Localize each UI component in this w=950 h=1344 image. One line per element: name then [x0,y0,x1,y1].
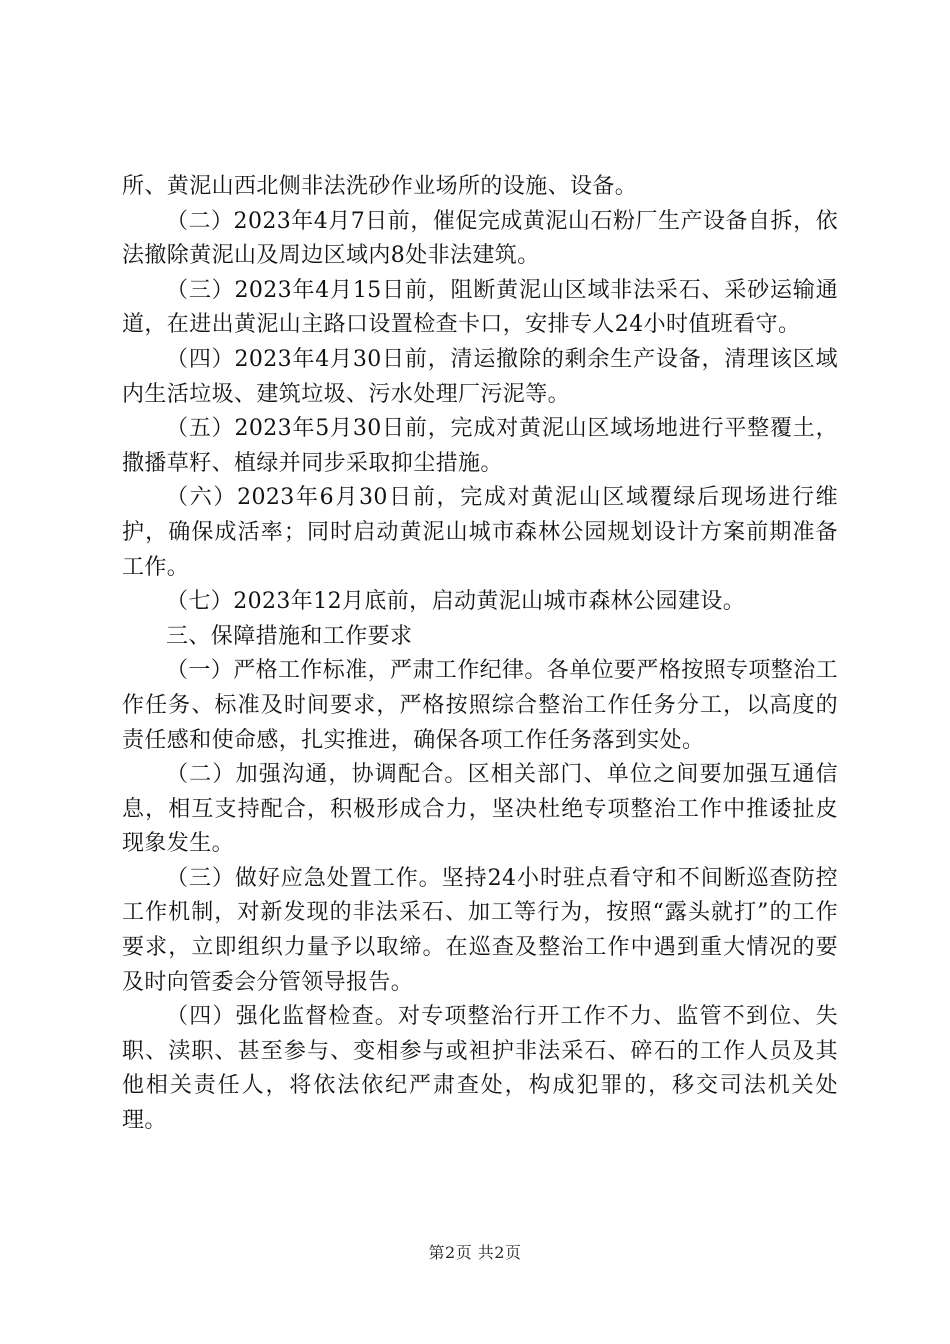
paragraph-measure-1: （一）严格工作标准，严肃工作纪律。各单位要严格按照专项整治工作任务、标准及时间要求，严格按照综合整治工作任务分工，以高度的责任感和使命感，扎实推进，确保各项工作任务落到实处。 [122,658,839,753]
paragraph-task-5: （五）2023年5月30日前，完成对黄泥山区域场地进行平整覆土，撒播草籽、植绿并同步采取抑尘措施。 [122,416,838,476]
paragraph-task-2: （二）2023年4月7日前，催促完成黄泥山石粉厂生产设备自拆，依法撤除黄泥山及周边区域内8处非法建筑。 [122,208,838,269]
paragraph-measure-3: （三）做好应急处置工作。坚持24小时驻点看守和不间断巡查防控工作机制，对新发现的非法采石、加工等行为，按照“露头就打”的工作要求，立即组织力量予以取缔。在巡查及整治工作中遇到重大情况的要及时向管委会分管领导报告。 [122,865,838,995]
paragraph-task-6: （六）2023年6月30日前，完成对黄泥山区域覆绿后现场进行维护，确保成活率；同时启动黄泥山城市森林公园规划设计方案前期准备工作。 [122,485,838,580]
paragraph-task-4: （四）2023年4月30日前，清运撤除的剩余生产设备，清理该区域内生活垃圾、建筑垃圾、污水处理厂污泥等。 [122,346,838,407]
document-body [122,170,838,1139]
paragraph-measure-4: （四）强化监督检查。对专项整治行开工作不力、监管不到位、失职、渎职、甚至参与、变相参与或袒护非法采石、碎石的工作人员及其他相关责任人，将依法依纪严肃查处，构成犯罪的，移交司法机关处理。 [122,1004,838,1134]
paragraph-continuation: 所、黄泥山西北侧非法洗砂作业场所的设施、设备。 [122,174,638,199]
paragraph-task-3: （三）2023年4月15日前，阻断黄泥山区域非法采石、采砂运输通道，在进出黄泥山主路口设置检查卡口，安排专人24小时值班看守。 [122,277,838,338]
paragraph-measure-2: （二）加强沟通，协调配合。区相关部门、单位之间要加强互通信息，相互支持配合，积极形成合力，坚决杜绝专项整治工作中推诿扯皮现象发生。 [122,762,838,857]
page-number-footer: 第2页 共2页 [428,1243,522,1262]
paragraph-task-7: （七）2023年12月底前，启动黄泥山城市森林公园建设。 [166,589,746,615]
section-heading-measures: 三、保障措施和工作要求 [166,623,413,649]
